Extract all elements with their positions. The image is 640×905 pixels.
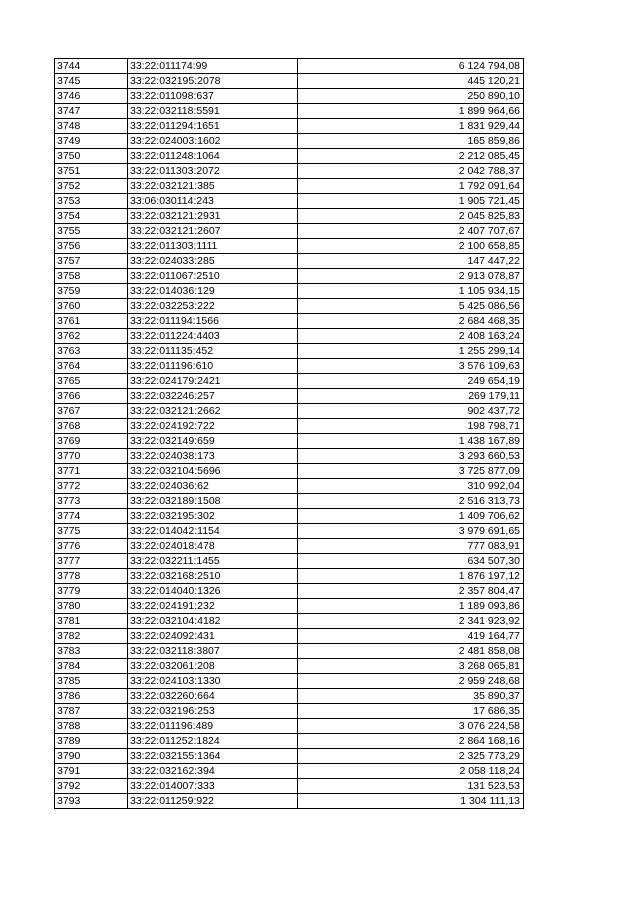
cadastral-number-cell: 33:22:014007:333 <box>128 779 298 794</box>
row-number-cell: 3756 <box>55 239 128 254</box>
cadastral-number-cell: 33:22:032104:4182 <box>128 614 298 629</box>
table-row <box>55 734 524 749</box>
amount-cell: 2 045 825,83 <box>298 209 524 224</box>
table-row <box>55 164 524 179</box>
cadastral-number-cell: 33:22:011067:2510 <box>128 269 298 284</box>
amount-cell: 1 255 299,14 <box>298 344 524 359</box>
cadastral-number-cell: 33:22:024192:722 <box>128 419 298 434</box>
table-row <box>55 374 524 389</box>
row-number-cell: 3750 <box>55 149 128 164</box>
table-row <box>55 689 524 704</box>
amount-cell: 2 408 163,24 <box>298 329 524 344</box>
row-number-cell: 3791 <box>55 764 128 779</box>
table-row <box>55 119 524 134</box>
row-number-cell: 3793 <box>55 794 128 809</box>
row-number-cell: 3769 <box>55 434 128 449</box>
row-number-cell: 3790 <box>55 749 128 764</box>
cadastral-number-cell: 33:22:014036:129 <box>128 284 298 299</box>
table-row <box>55 764 524 779</box>
table-row <box>55 464 524 479</box>
table-row <box>55 149 524 164</box>
table-row <box>55 284 524 299</box>
table-row <box>55 629 524 644</box>
row-number-cell: 3749 <box>55 134 128 149</box>
row-number-cell: 3789 <box>55 734 128 749</box>
table-row <box>55 554 524 569</box>
row-number-cell: 3788 <box>55 719 128 734</box>
amount-cell: 35 890,37 <box>298 689 524 704</box>
row-number-cell: 3777 <box>55 554 128 569</box>
amount-cell: 3 576 109,63 <box>298 359 524 374</box>
cadastral-number-cell: 33:22:032118:3807 <box>128 644 298 659</box>
table-row <box>55 404 524 419</box>
amount-cell: 3 268 065,81 <box>298 659 524 674</box>
table-row <box>55 749 524 764</box>
cadastral-number-cell: 33:22:032061:208 <box>128 659 298 674</box>
table-row <box>55 509 524 524</box>
amount-cell: 2 959 248,68 <box>298 674 524 689</box>
cadastral-number-cell: 33:22:032149:659 <box>128 434 298 449</box>
amount-cell: 1 438 167,89 <box>298 434 524 449</box>
cadastral-number-cell: 33:22:011174:99 <box>128 59 298 74</box>
row-number-cell: 3766 <box>55 389 128 404</box>
amount-cell: 1 899 964,66 <box>298 104 524 119</box>
cadastral-number-cell: 33:22:032168:2510 <box>128 569 298 584</box>
amount-cell: 2 913 078,87 <box>298 269 524 284</box>
row-number-cell: 3762 <box>55 329 128 344</box>
row-number-cell: 3747 <box>55 104 128 119</box>
cadastral-number-cell: 33:22:032246:257 <box>128 389 298 404</box>
cadastral-number-cell: 33:22:011294:1651 <box>128 119 298 134</box>
amount-cell: 198 798,71 <box>298 419 524 434</box>
row-number-cell: 3765 <box>55 374 128 389</box>
amount-cell: 902 437,72 <box>298 404 524 419</box>
cadastral-number-cell: 33:06:030114:243 <box>128 194 298 209</box>
row-number-cell: 3754 <box>55 209 128 224</box>
amount-cell: 1 105 934,15 <box>298 284 524 299</box>
row-number-cell: 3767 <box>55 404 128 419</box>
amount-cell: 2 357 804,47 <box>298 584 524 599</box>
table-row <box>55 359 524 374</box>
row-number-cell: 3787 <box>55 704 128 719</box>
row-number-cell: 3746 <box>55 89 128 104</box>
cadastral-number-cell: 33:22:024092:431 <box>128 629 298 644</box>
table-row <box>55 539 524 554</box>
table-row <box>55 704 524 719</box>
row-number-cell: 3755 <box>55 224 128 239</box>
amount-cell: 269 179,11 <box>298 389 524 404</box>
amount-cell: 131 523,53 <box>298 779 524 794</box>
amount-cell: 250 890,10 <box>298 89 524 104</box>
row-number-cell: 3763 <box>55 344 128 359</box>
table-row <box>55 779 524 794</box>
cadastral-number-cell: 33:22:024018:478 <box>128 539 298 554</box>
row-number-cell: 3778 <box>55 569 128 584</box>
row-number-cell: 3774 <box>55 509 128 524</box>
row-number-cell: 3775 <box>55 524 128 539</box>
amount-cell: 2 864 168,16 <box>298 734 524 749</box>
table-row <box>55 179 524 194</box>
amount-cell: 2 058 118,24 <box>298 764 524 779</box>
table-row <box>55 59 524 74</box>
table-row <box>55 434 524 449</box>
row-number-cell: 3782 <box>55 629 128 644</box>
table-row <box>55 314 524 329</box>
table-row <box>55 74 524 89</box>
cadastral-number-cell: 33:22:014042:1154 <box>128 524 298 539</box>
cadastral-number-cell: 33:22:011224:4403 <box>128 329 298 344</box>
row-number-cell: 3759 <box>55 284 128 299</box>
row-number-cell: 3786 <box>55 689 128 704</box>
table-row <box>55 269 524 284</box>
table-row <box>55 479 524 494</box>
cadastral-number-cell: 33:22:032155:1364 <box>128 749 298 764</box>
row-number-cell: 3776 <box>55 539 128 554</box>
table-row <box>55 599 524 614</box>
cadastral-number-cell: 33:22:011135:452 <box>128 344 298 359</box>
data-table <box>54 58 524 809</box>
cadastral-number-cell: 33:22:032253:222 <box>128 299 298 314</box>
row-number-cell: 3764 <box>55 359 128 374</box>
cadastral-number-cell: 33:22:011194:1566 <box>128 314 298 329</box>
table-row <box>55 674 524 689</box>
row-number-cell: 3758 <box>55 269 128 284</box>
row-number-cell: 3768 <box>55 419 128 434</box>
amount-cell: 3 979 691,65 <box>298 524 524 539</box>
table-row <box>55 89 524 104</box>
row-number-cell: 3770 <box>55 449 128 464</box>
table-row <box>55 494 524 509</box>
table-row <box>55 299 524 314</box>
row-number-cell: 3779 <box>55 584 128 599</box>
amount-cell: 2 684 468,35 <box>298 314 524 329</box>
amount-cell: 2 212 085,45 <box>298 149 524 164</box>
cadastral-number-cell: 33:22:024003:1602 <box>128 134 298 149</box>
cadastral-number-cell: 33:22:032196:253 <box>128 704 298 719</box>
cadastral-number-cell: 33:22:024103:1330 <box>128 674 298 689</box>
row-number-cell: 3771 <box>55 464 128 479</box>
cadastral-number-cell: 33:22:032121:2607 <box>128 224 298 239</box>
amount-cell: 249 654,19 <box>298 374 524 389</box>
table-row <box>55 134 524 149</box>
cadastral-number-cell: 33:22:024179:2421 <box>128 374 298 389</box>
amount-cell: 1 304 111,13 <box>298 794 524 809</box>
cadastral-number-cell: 33:22:032121:2662 <box>128 404 298 419</box>
amount-cell: 147 447,22 <box>298 254 524 269</box>
amount-cell: 5 425 086,56 <box>298 299 524 314</box>
amount-cell: 419 164,77 <box>298 629 524 644</box>
table-row <box>55 239 524 254</box>
table-row <box>55 449 524 464</box>
cadastral-number-cell: 33:22:032121:2931 <box>128 209 298 224</box>
row-number-cell: 3752 <box>55 179 128 194</box>
table-row <box>55 584 524 599</box>
table-row <box>55 524 524 539</box>
cadastral-number-cell: 33:22:024038:173 <box>128 449 298 464</box>
amount-cell: 445 120,21 <box>298 74 524 89</box>
cadastral-number-cell: 33:22:011252:1824 <box>128 734 298 749</box>
cadastral-number-cell: 33:22:011098:637 <box>128 89 298 104</box>
row-number-cell: 3751 <box>55 164 128 179</box>
amount-cell: 1 876 197,12 <box>298 569 524 584</box>
cadastral-number-cell: 33:22:011196:610 <box>128 359 298 374</box>
cadastral-number-cell: 33:22:032260:664 <box>128 689 298 704</box>
cadastral-number-cell: 33:22:011303:1111 <box>128 239 298 254</box>
row-number-cell: 3773 <box>55 494 128 509</box>
cadastral-number-cell: 33:22:032195:302 <box>128 509 298 524</box>
amount-cell: 634 507,30 <box>298 554 524 569</box>
amount-cell: 777 083,91 <box>298 539 524 554</box>
cadastral-number-cell: 33:22:024033:285 <box>128 254 298 269</box>
cadastral-number-cell: 33:22:032189:1508 <box>128 494 298 509</box>
amount-cell: 2 481 858,08 <box>298 644 524 659</box>
amount-cell: 2 516 313,73 <box>298 494 524 509</box>
amount-cell: 2 042 788,37 <box>298 164 524 179</box>
row-number-cell: 3785 <box>55 674 128 689</box>
cadastral-number-cell: 33:22:011303:2072 <box>128 164 298 179</box>
table-body <box>55 59 524 809</box>
row-number-cell: 3761 <box>55 314 128 329</box>
table-row <box>55 659 524 674</box>
row-number-cell: 3745 <box>55 74 128 89</box>
cadastral-number-cell: 33:22:032104:5696 <box>128 464 298 479</box>
table-row <box>55 569 524 584</box>
table-row <box>55 644 524 659</box>
amount-cell: 1 409 706,62 <box>298 509 524 524</box>
row-number-cell: 3757 <box>55 254 128 269</box>
row-number-cell: 3781 <box>55 614 128 629</box>
amount-cell: 1 792 091,64 <box>298 179 524 194</box>
cadastral-number-cell: 33:22:032118:5591 <box>128 104 298 119</box>
table-row <box>55 194 524 209</box>
table-row <box>55 389 524 404</box>
amount-cell: 3 725 877,09 <box>298 464 524 479</box>
amount-cell: 17 686,35 <box>298 704 524 719</box>
table-row <box>55 794 524 809</box>
row-number-cell: 3760 <box>55 299 128 314</box>
amount-cell: 3 076 224,58 <box>298 719 524 734</box>
table-row <box>55 104 524 119</box>
table-row <box>55 209 524 224</box>
cadastral-number-cell: 33:22:011196:489 <box>128 719 298 734</box>
table-row <box>55 614 524 629</box>
amount-cell: 6 124 794,08 <box>298 59 524 74</box>
amount-cell: 2 325 773,29 <box>298 749 524 764</box>
cadastral-number-cell: 33:22:032195:2078 <box>128 74 298 89</box>
cadastral-number-cell: 33:22:024191:232 <box>128 599 298 614</box>
amount-cell: 1 189 093,86 <box>298 599 524 614</box>
amount-cell: 2 407 707,67 <box>298 224 524 239</box>
table-row <box>55 719 524 734</box>
table-row <box>55 419 524 434</box>
table-row <box>55 224 524 239</box>
amount-cell: 3 293 660,53 <box>298 449 524 464</box>
cadastral-number-cell: 33:22:014040:1326 <box>128 584 298 599</box>
amount-cell: 165 859,86 <box>298 134 524 149</box>
cadastral-number-cell: 33:22:032162:394 <box>128 764 298 779</box>
cadastral-number-cell: 33:22:032211:1455 <box>128 554 298 569</box>
row-number-cell: 3784 <box>55 659 128 674</box>
row-number-cell: 3772 <box>55 479 128 494</box>
cadastral-number-cell: 33:22:011248:1064 <box>128 149 298 164</box>
row-number-cell: 3744 <box>55 59 128 74</box>
table-row <box>55 344 524 359</box>
row-number-cell: 3748 <box>55 119 128 134</box>
row-number-cell: 3783 <box>55 644 128 659</box>
table-row <box>55 329 524 344</box>
amount-cell: 2 341 923,92 <box>298 614 524 629</box>
row-number-cell: 3792 <box>55 779 128 794</box>
amount-cell: 1 905 721,45 <box>298 194 524 209</box>
row-number-cell: 3753 <box>55 194 128 209</box>
table-row <box>55 254 524 269</box>
row-number-cell: 3780 <box>55 599 128 614</box>
amount-cell: 1 831 929,44 <box>298 119 524 134</box>
amount-cell: 310 992,04 <box>298 479 524 494</box>
cadastral-number-cell: 33:22:011259:922 <box>128 794 298 809</box>
amount-cell: 2 100 658,85 <box>298 239 524 254</box>
cadastral-number-cell: 33:22:032121:385 <box>128 179 298 194</box>
cadastral-number-cell: 33:22:024036:62 <box>128 479 298 494</box>
